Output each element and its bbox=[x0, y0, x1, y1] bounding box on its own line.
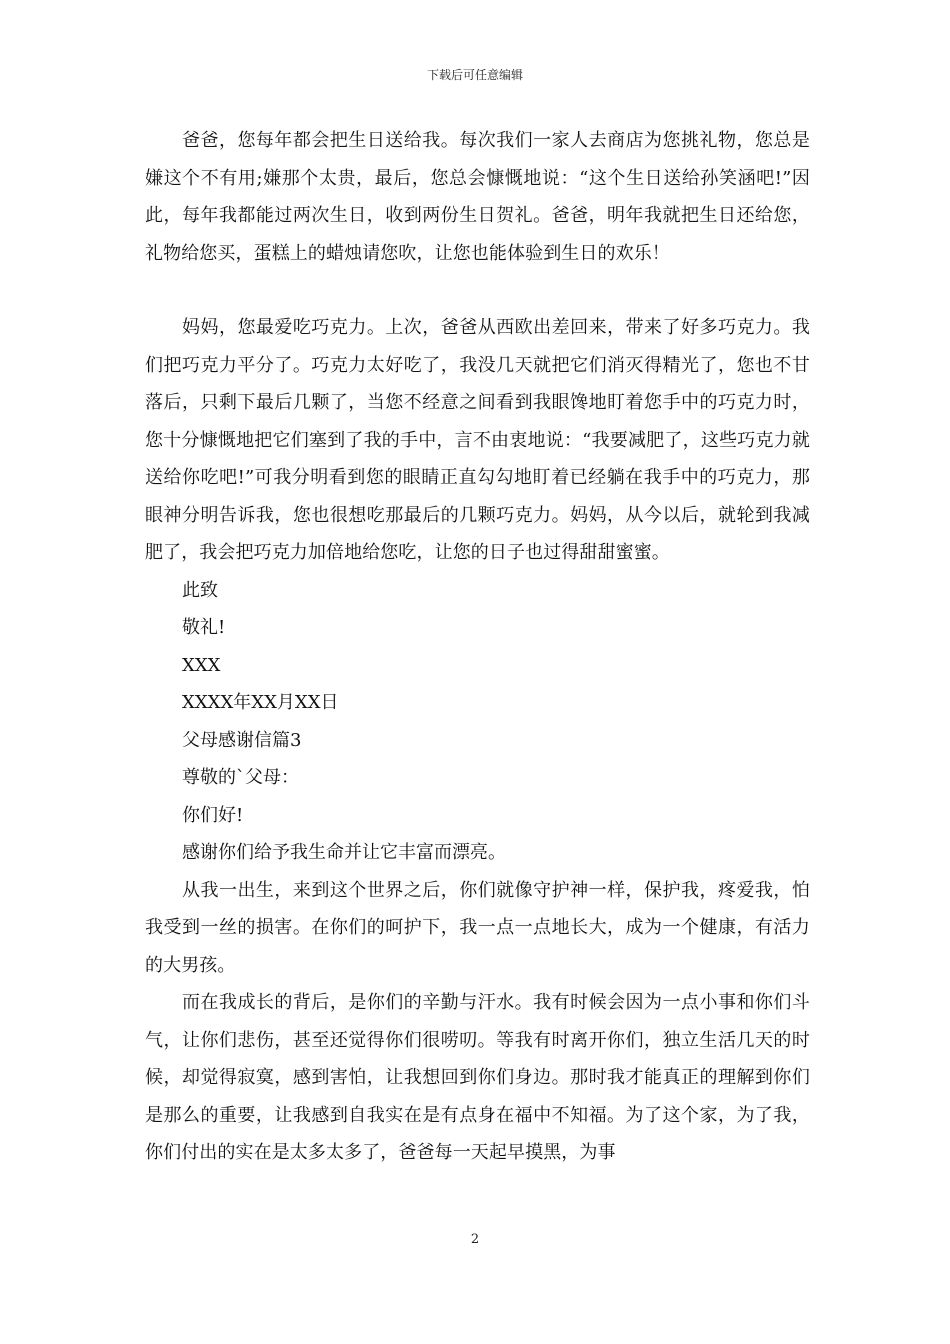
closing-line-1: 此致 bbox=[182, 579, 218, 601]
paragraph-growing-up: 而在我成长的背后，是你们的辛勤与汗水。我有时候会因为一点小事和你们斗气，让你们悲伤，甚至还觉得你们很唠叨。等我有时离开你们，独立生活几天的时候，却觉得寂寞，感到害怕，让我想回到你们身边。那时我才能真正的理解到你们是那么的重要，让我感到自我实在是有点身在福中不知福。为了这个家，为了我，你们付出的实在是太多太多了，爸爸每一天起早摸黑，为事 bbox=[145, 992, 810, 1163]
page-number: 2 bbox=[470, 1232, 480, 1247]
closing-line-2: 敬礼! bbox=[182, 617, 226, 638]
paragraph-childhood: 从我一出生，来到这个世界之后，你们就像守护神一样，保护我，疼爱我，怕我受到一丝的损害。在你们的呵护下，我一点一点地长大，成为一个健康，有活力的大男孩。 bbox=[145, 879, 810, 976]
greeting: 你们好! bbox=[182, 804, 244, 826]
salutation: 尊敬的`父母： bbox=[182, 767, 299, 788]
thanks-line: 感谢你们给予我生命并让它丰富而漂亮。 bbox=[182, 842, 506, 863]
page-header: 下载后可任意编辑 bbox=[426, 68, 523, 82]
signature: XXX bbox=[182, 654, 221, 676]
document-body bbox=[145, 122, 810, 1172]
paragraph-dad-birthday: 爸爸，您每年都会把生日送给我。每次我们一家人去商店为您挑礼物，您总是嫌这个不有用;嫌那个太贵，最后，您总会慷慨地说：“这个生日送给孙笑涵吧!”因此，每年我都能过两次生日，收到两份生日贺礼。爸爸，明年我就把生日还给您，礼物给您买，蛋糕上的蜡烛请您吹，让您也能体验到生日的欢乐！ bbox=[145, 130, 810, 264]
letter-date: XXXX年XX月XX日 bbox=[182, 692, 339, 713]
paragraph-gap bbox=[145, 272, 810, 309]
paragraph-mom-chocolate: 妈妈，您最爱吃巧克力。上次，爸爸从西欧出差回来，带来了好多巧克力。我们把巧克力平分了。巧克力太好吃了，我没几天就把它们消灭得精光了，您也不甘落后，只剩下最后几颗了，当您不经意之间看到我眼馋地盯着您手中的巧克力时，您十分慷慨地把它们塞到了我的手中，言不由衷地说：“我要减肥了，这些巧克力就送给你吃吧!”可我分明看到您的眼睛正直勾勾地盯着已经躺在我手中的巧克力，那眼神分明告诉我，您也很想吃那最后的几颗巧克力。妈妈，从今以后，就轮到我减肥了，我会把巧克力加倍地给您吃，让您的日子也过得甜甜蜜蜜。 bbox=[145, 317, 810, 563]
section-title: 父母感谢信篇3 bbox=[182, 729, 302, 751]
